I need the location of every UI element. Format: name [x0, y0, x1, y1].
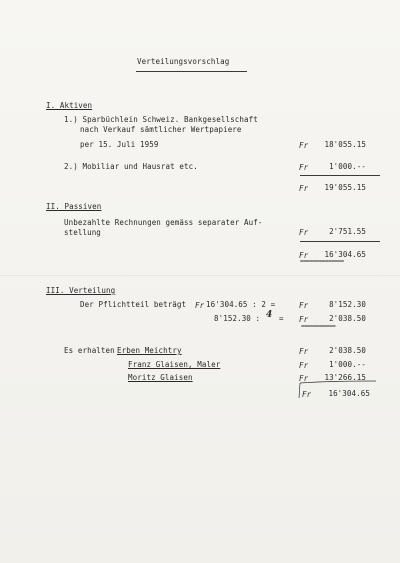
currency-symbol: Fr	[299, 184, 309, 193]
currency-symbol: Fr	[299, 163, 309, 172]
double-rule: ===========	[301, 323, 336, 330]
section-aktiven-heading: I. Aktiven	[46, 101, 93, 110]
aktiven-item2-amount: 1'000.--	[329, 162, 366, 171]
verteilung-total: 16'304.65	[328, 389, 370, 398]
calc1-result: 8'152.30	[329, 300, 366, 309]
double-rule: ==============	[300, 258, 344, 265]
currency-symbol: Fr	[299, 251, 309, 260]
aktiven-item1-amount: 18'055.15	[324, 140, 366, 149]
section-verteilung-heading: III. Verteilung	[46, 286, 116, 295]
aktiven-item1-line2: nach Verkauf sämtlicher Wertpapiere	[80, 125, 242, 134]
heir-amount: 1'000.--	[329, 360, 366, 369]
es-erhalten-label: Es erhalten	[64, 346, 115, 355]
currency-symbol: Fr	[299, 347, 309, 356]
aktiven-item1-line1: 1.) Sparbüchlein Schweiz. Bankgesellschaft	[64, 115, 258, 124]
document-title: Verteilungsvorschlag	[137, 57, 230, 66]
aktiven-item1-line3: per 15. Juli 1959	[80, 140, 159, 149]
currency-symbol: Fr	[299, 374, 309, 383]
passiven-amount: 2'751.55	[329, 227, 366, 236]
passiven-line2: stellung	[64, 228, 101, 237]
calc2-handwritten-divisor: 4	[266, 310, 273, 320]
currency-symbol: Fr	[299, 361, 309, 370]
section-passiven-heading: II. Passiven	[46, 202, 102, 211]
calc2-result: 2'038.50	[329, 314, 366, 323]
calc2-expression: 8'152.30 :	[214, 314, 261, 323]
passiven-balance: 16'304.65	[324, 250, 366, 259]
heir-name: Franz Glaisen, Maler	[128, 360, 221, 369]
heir-amount: 2'038.50	[329, 346, 366, 355]
currency-symbol: Fr	[299, 315, 309, 324]
heir-name: Erben Meichtry	[117, 346, 182, 355]
currency-symbol: Fr	[195, 301, 205, 310]
calc2-equals: =	[279, 314, 284, 323]
calc1-expression: 16'304.65 : 2 =	[206, 300, 276, 309]
aktiven-item2: 2.) Mobiliar und Hausrat etc.	[64, 162, 198, 171]
passiven-line1: Unbezahlte Rechnungen gemäss separater Auf-	[64, 218, 263, 227]
currency-symbol: Fr	[299, 228, 309, 237]
heir-amount: 13'266.15	[324, 373, 366, 382]
currency-symbol: Fr	[299, 141, 309, 150]
aktiven-total: 19'055.15	[324, 183, 366, 192]
heir-name: Moritz Glaisen	[128, 373, 193, 382]
pflichtteil-label: Der Pflichtteil beträgt	[80, 300, 187, 309]
currency-symbol: Fr	[299, 301, 309, 310]
currency-symbol: Fr	[302, 390, 312, 399]
